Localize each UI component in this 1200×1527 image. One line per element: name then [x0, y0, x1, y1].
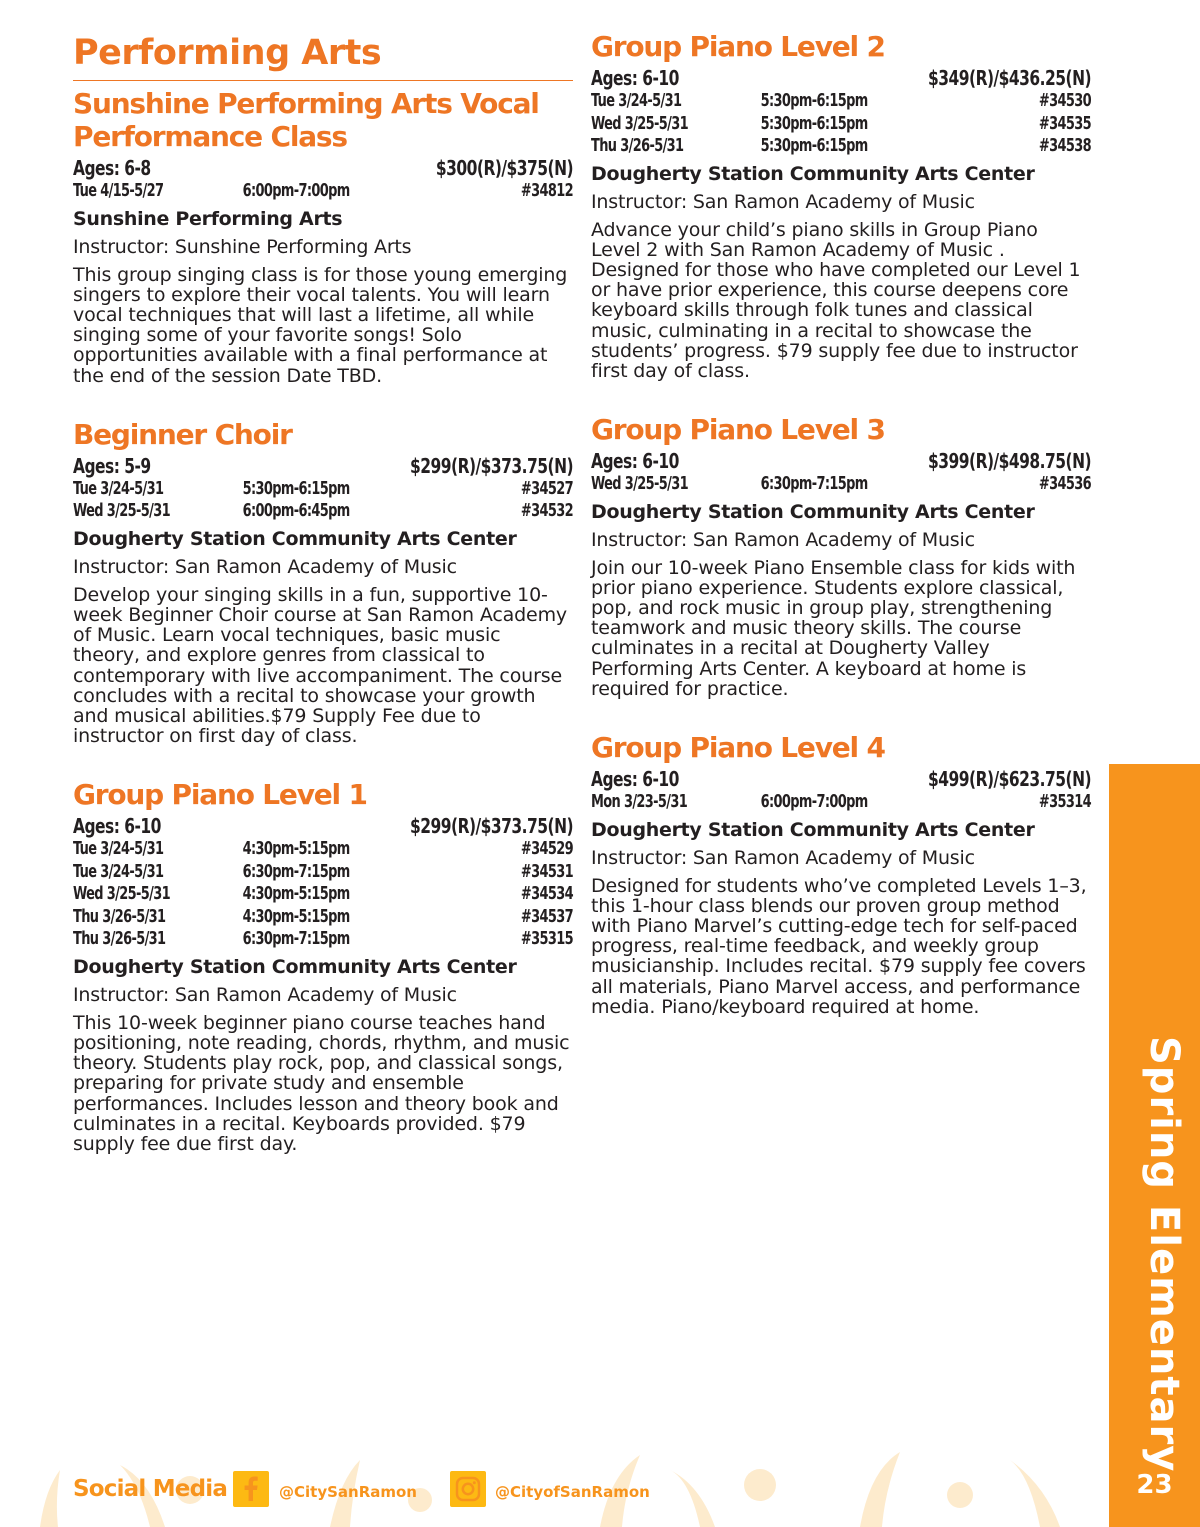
session-time: 4:30pm-5:15pm — [242, 838, 350, 860]
course-ages: Ages: 6-10 — [591, 66, 679, 90]
session-code: #35314 — [1038, 791, 1091, 813]
session-days: Tue 3/24-5/31 — [73, 477, 164, 499]
session-days: Wed 3/25-5/31 — [73, 883, 170, 905]
course-price: $399(R)/$498.75(N) — [928, 449, 1092, 474]
ages-price-row — [73, 455, 573, 478]
session-code: #34531 — [520, 860, 573, 882]
session-row — [591, 473, 1091, 496]
session-time: 6:30pm-7:15pm — [242, 928, 350, 950]
course-location: Dougherty Station Community Arts Center — [591, 818, 1035, 841]
course-location: Sunshine Performing Arts — [73, 207, 343, 230]
course-description: Join our 10-week Piano Ensemble class for kids with prior piano experience. Students explore classical, pop, and rock music in group play, strengthening teamwork and music theory skills. The course culminates in a recital at Dougherty Valley Performing Arts Center. A keyboard at home is required for practice. — [591, 556, 1076, 700]
course-ages: Ages: 6-10 — [73, 814, 161, 839]
course-location: Dougherty Station Community Arts Center — [591, 500, 1035, 523]
session-row — [73, 906, 573, 929]
session-time: 4:30pm-5:15pm — [242, 883, 350, 905]
session-code: #34534 — [520, 883, 573, 905]
course-title: Beginner Choir — [73, 417, 292, 451]
session-row — [591, 135, 1091, 158]
session-days: Thu 3/26-5/31 — [591, 135, 684, 156]
session-days: Thu 3/26-5/31 — [73, 905, 166, 927]
course-title: Group Piano Level 3 — [591, 413, 885, 447]
session-days: Thu 3/26-5/31 — [73, 928, 166, 950]
course-price: $499(R)/$623.75(N) — [928, 767, 1092, 792]
session-row — [73, 180, 573, 203]
right-column — [591, 30, 1091, 1049]
page-number: 23 — [1136, 1470, 1173, 1500]
session-row — [73, 478, 573, 501]
session-code: #34532 — [520, 500, 573, 522]
session-row — [591, 791, 1091, 814]
course-title: Group Piano Level 2 — [591, 30, 885, 63]
session-time: 6:00pm-7:00pm — [242, 180, 350, 201]
facebook-handle[interactable]: @CitySanRamon — [279, 1483, 417, 1501]
session-row — [73, 928, 573, 951]
course-description: Designed for students who’ve completed Levels 1–3, this 1-hour class blends our proven group method with Piano Marvel’s cutting-edge tech for self-paced progress, real-time feedback, and weekly group musicianship. Includes recital. $79 supply fee covers all materials, Piano Marvel access, and performance media. Piano/keyboard required at home. — [591, 874, 1087, 1018]
session-days: Wed 3/25-5/31 — [73, 500, 170, 522]
facebook-icon[interactable] — [233, 1471, 269, 1507]
session-row — [73, 861, 573, 884]
session-time: 6:00pm-7:00pm — [760, 791, 868, 813]
session-days: Mon 3/23-5/31 — [591, 791, 688, 813]
session-days: Tue 3/24-5/31 — [73, 838, 164, 860]
course-description: This 10-week beginner piano course teaches hand positioning, note reading, chords, rhythm, and music theory. Students play rock, pop, and classical songs, preparing for private study and ensemble performances. Includes lesson and theory book and culminates in a recital. Keyboards provided. $79 supply fee due first day. — [73, 1011, 570, 1156]
course-ages: Ages: 5-9 — [73, 453, 151, 478]
session-code: #34529 — [520, 838, 573, 860]
course-instructor: Instructor: San Ramon Academy of Music — [73, 555, 457, 578]
course-price: $300(R)/$375(N) — [435, 156, 574, 180]
course-instructor: Instructor: San Ramon Academy of Music — [591, 846, 975, 869]
session-time: 5:30pm-6:15pm — [760, 112, 868, 134]
course-instructor: Instructor: Sunshine Performing Arts — [73, 235, 412, 258]
session-days: Wed 3/25-5/31 — [591, 112, 688, 134]
session-code: #34535 — [1038, 112, 1091, 134]
session-code: #34530 — [1038, 90, 1091, 111]
session-row — [73, 500, 573, 523]
course-ages: Ages: 6-10 — [591, 449, 679, 474]
session-code: #34538 — [1038, 135, 1091, 156]
course-location: Dougherty Station Community Arts Center — [73, 955, 517, 978]
course-block — [591, 30, 1091, 381]
session-row — [591, 113, 1091, 136]
course-title: Sunshine Performing Arts Vocal Performance Class — [73, 87, 539, 153]
ages-price-row — [591, 67, 1091, 90]
session-row — [591, 90, 1091, 113]
session-time: 6:30pm-7:15pm — [242, 860, 350, 882]
session-time: 6:30pm-7:15pm — [760, 473, 868, 495]
left-course-list — [73, 87, 573, 1154]
course-description: This group singing class is for those young emerging singers to explore their vocal talents. You will learn vocal techniques that will last a lifetime, all while singing some of your favorite songs! Solo opportunities available with a final performance at the end of the session Date TBD. — [73, 263, 568, 387]
course-price: $349(R)/$436.25(N) — [928, 66, 1092, 90]
course-block — [73, 87, 573, 386]
course-title: Group Piano Level 1 — [73, 778, 367, 812]
session-row — [73, 838, 573, 861]
course-title: Group Piano Level 4 — [591, 731, 885, 765]
section-name: Spring Elementary — [1141, 1036, 1187, 1473]
session-days: Tue 3/24-5/31 — [591, 90, 682, 111]
course-instructor: Instructor: San Ramon Academy of Music — [591, 528, 975, 551]
course-description: Advance your child’s piano skills in Group Piano Level 2 with San Ramon Academy of Music . Designed for those who have completed our Level 1 or have prior experience, this course deepens core keyboard skills through folk tunes and classical music, culminating in a recital to showcase the students’ progress. $79 supply fee due to instructor first day of class. — [591, 218, 1081, 382]
session-code: #34812 — [520, 180, 573, 201]
page-title: Performing Arts — [73, 30, 573, 81]
left-column — [73, 30, 573, 1186]
session-code: #34527 — [520, 477, 573, 499]
course-instructor: Instructor: San Ramon Academy of Music — [73, 983, 457, 1006]
social-media-label: Social Media — [73, 1476, 228, 1502]
instagram-handle[interactable]: @CityofSanRamon — [495, 1483, 650, 1501]
session-code: #34537 — [520, 905, 573, 927]
ages-price-row — [591, 450, 1091, 473]
session-days: Tue 4/15-5/27 — [73, 180, 164, 201]
session-time: 6:00pm-6:45pm — [242, 500, 350, 522]
session-code: #35315 — [520, 928, 573, 950]
course-price: $299(R)/$373.75(N) — [410, 453, 574, 478]
session-time: 5:30pm-6:15pm — [760, 135, 868, 156]
course-ages: Ages: 6-8 — [73, 156, 151, 180]
course-block — [73, 418, 573, 747]
instagram-icon[interactable] — [450, 1471, 486, 1507]
session-time: 4:30pm-5:15pm — [242, 905, 350, 927]
session-days: Wed 3/25-5/31 — [591, 473, 688, 495]
course-location: Dougherty Station Community Arts Center — [73, 527, 517, 550]
session-row — [73, 883, 573, 906]
course-block — [591, 413, 1091, 699]
course-description: Develop your singing skills in a fun, supportive 10-week Beginner Choir course at San Ramon Academy of Music. Learn vocal techniques, basic music theory, and explore genres from classical to contemporary with live accompaniment. The course concludes with a recital to showcase your growth and musical abilities.$79 Supply Fee due to instructor on first day of class. — [73, 583, 568, 748]
right-course-list — [591, 30, 1091, 1017]
session-time: 5:30pm-6:15pm — [242, 477, 350, 499]
course-price: $299(R)/$373.75(N) — [410, 814, 574, 839]
ages-price-row — [73, 815, 573, 838]
course-location: Dougherty Station Community Arts Center — [591, 162, 1035, 185]
course-block — [591, 731, 1091, 1017]
course-block — [73, 778, 573, 1154]
ages-price-row — [73, 157, 573, 180]
session-days: Tue 3/24-5/31 — [73, 860, 164, 882]
ages-price-row — [591, 768, 1091, 791]
course-instructor: Instructor: San Ramon Academy of Music — [591, 190, 975, 213]
course-ages: Ages: 6-10 — [591, 767, 679, 792]
session-code: #34536 — [1038, 473, 1091, 495]
session-time: 5:30pm-6:15pm — [760, 90, 868, 111]
